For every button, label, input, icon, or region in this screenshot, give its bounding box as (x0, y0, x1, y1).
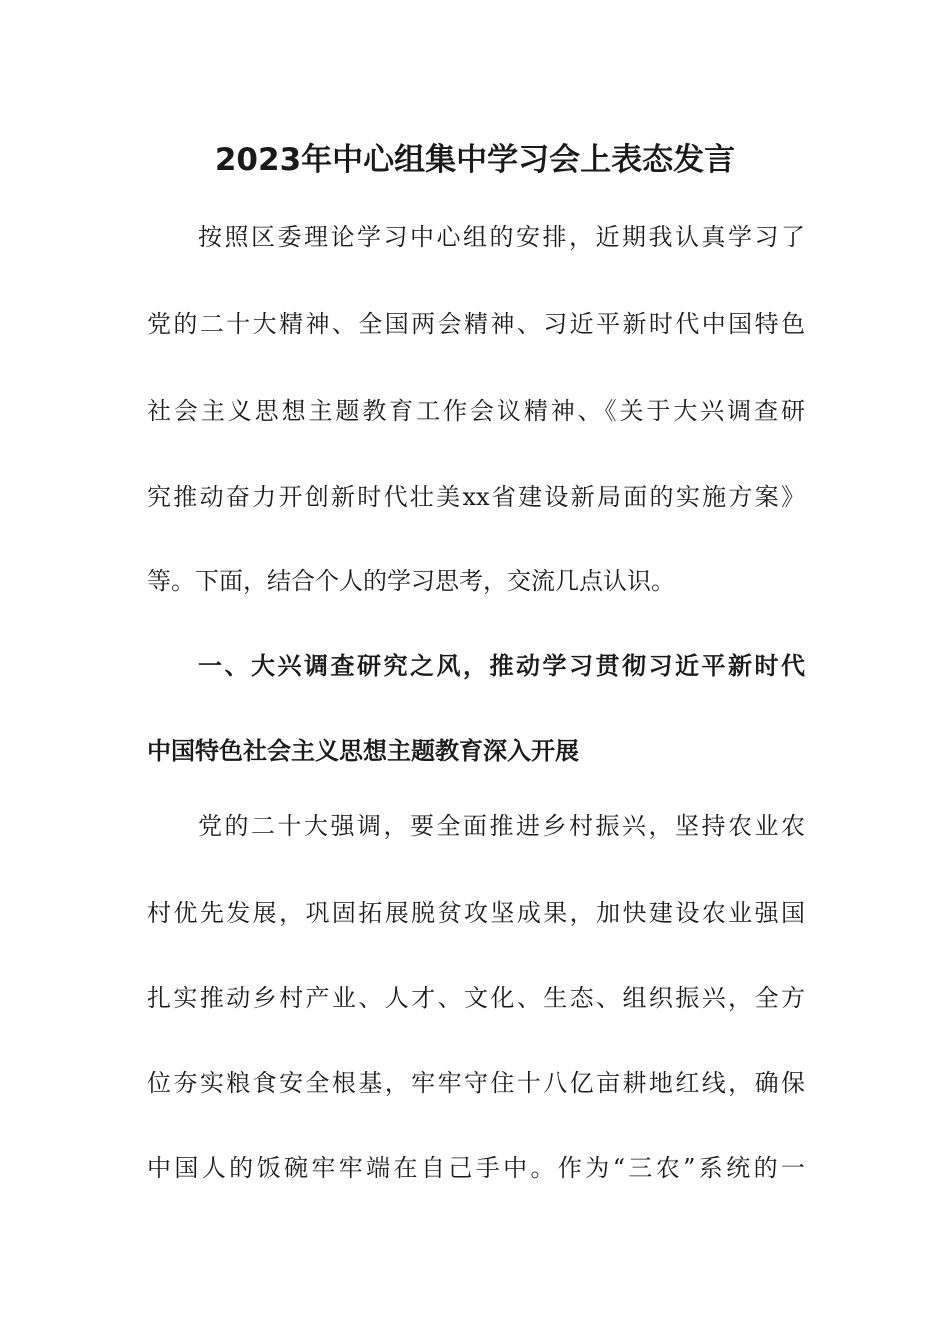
paragraph-2-line-4: 位夯实粮食安全根基，牢牢守住十八亿亩耕地红线，确保 (147, 1069, 805, 1097)
paragraph-2-line-3: 扎实推动乡村产业、人才、文化、生态、组织振兴，全方 (147, 984, 805, 1012)
paragraph-1-line-5: 等。下面，结合个人的学习思考，交流几点认识。 (147, 567, 675, 595)
paragraph-2-line-2: 村优先发展，巩固拓展脱贫攻坚成果，加快建设农业强国 (147, 899, 805, 927)
paragraph-2-line-1: 党的二十大强调，要全面推进乡村振兴，坚持农业农 (198, 812, 805, 840)
paragraph-1-line-3: 社会主义思想主题教育工作会议精神、《关于大兴调查研 (147, 397, 805, 425)
paragraph-2-line-5: 中国人的饭碗牢牢端在自己手中。作为“三农”系统的一 (147, 1154, 805, 1182)
paragraph-1-line-2: 党的二十大精神、全国两会精神、习近平新时代中国特色 (147, 310, 805, 338)
document-title: 2023年中心组集中学习会上表态发言 (214, 142, 736, 178)
paragraph-1-line-4: 究推动奋力开创新时代壮美xx省建设新局面的实施方案》 (147, 483, 805, 511)
section-heading-1-line-2: 中国特色社会主义思想主题教育深入开展 (147, 737, 579, 765)
paragraph-1-line-1: 按照区委理论学习中心组的安排，近期我认真学习了 (198, 223, 805, 251)
section-heading-1-line-1: 一、大兴调查研究之风，推动学习贯彻习近平新时代 (198, 652, 805, 680)
